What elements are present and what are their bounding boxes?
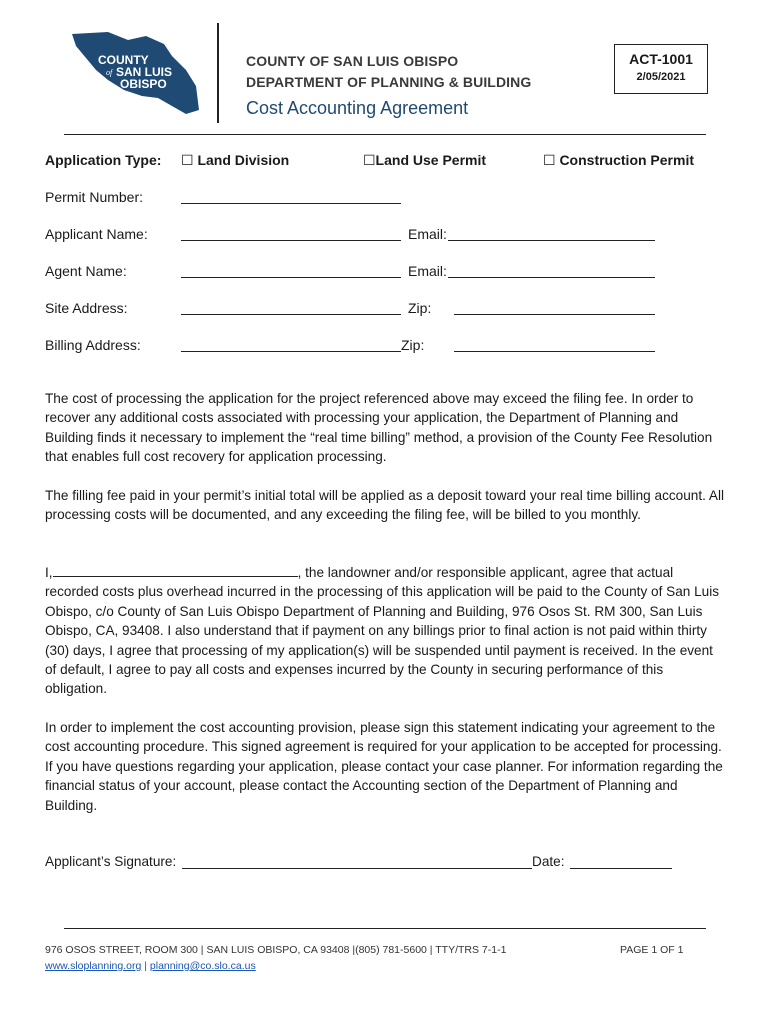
county-logo — [68, 30, 204, 116]
date-field[interactable] — [570, 868, 672, 869]
site-address-label: Site Address: — [45, 300, 128, 316]
agreement-prefix: I, — [45, 565, 53, 580]
landowner-name-field[interactable] — [53, 563, 298, 577]
agent-email-label: Email: — [408, 263, 447, 279]
paragraph-agreement — [45, 563, 725, 699]
page-title: Cost Accounting Agreement — [246, 98, 469, 118]
billing-zip-label: Zip: — [401, 337, 425, 353]
billing-address-label: Billing Address: — [45, 337, 141, 353]
department-name: DEPARTMENT OF PLANNING & BUILDING — [246, 74, 532, 90]
signature-field[interactable] — [182, 868, 532, 869]
form-number: ACT-1001 — [629, 51, 693, 67]
site-address-field[interactable] — [181, 314, 401, 315]
signature-label: Applicant’s Signature: — [45, 854, 177, 869]
agent-name-label: Agent Name: — [45, 263, 127, 279]
site-zip-label: Zip: — [408, 300, 432, 316]
applicant-name-field[interactable] — [181, 240, 401, 241]
date-label: Date: — [532, 854, 565, 869]
applicant-name-label: Applicant Name: — [45, 226, 148, 242]
land-division-checkbox[interactable]: ☐ Land Division — [181, 152, 290, 168]
application-type-label: Application Type: — [45, 152, 162, 168]
construction-permit-checkbox[interactable]: ☐ Construction Permit — [543, 152, 695, 168]
header-rule — [64, 134, 706, 135]
page-number: PAGE 1 OF 1 — [620, 944, 684, 956]
permit-number-field[interactable] — [181, 203, 401, 204]
logo-text: COUNTY — [98, 53, 149, 67]
logo-text: OBISPO — [120, 77, 167, 91]
paragraph-cost-processing: The cost of processing the application for the project referenced above may exceed the filing fee. In order to recover any additional costs associated with processing your application, the Department of Planning and Building finds it necessary to implement the “real time billing” method, a provision of the County Fee Resolution that enables full cost recovery for application processing. — [45, 391, 713, 465]
land-use-permit-checkbox[interactable]: ☐Land Use Permit — [363, 152, 487, 168]
logo-text: of — [106, 68, 113, 77]
website-link[interactable]: www.sloplanning.org — [45, 960, 142, 972]
permit-number-label: Permit Number: — [45, 189, 144, 205]
applicant-email-label: Email: — [408, 226, 447, 242]
form-id-box — [614, 44, 708, 94]
paragraph-filing-fee: The filling fee paid in your permit’s initial total will be applied as a deposit toward your real time billing account. All processing costs will be documented, and any exceeding the filing fee, will be billed to you monthly. — [45, 488, 725, 523]
agent-email-field[interactable] — [448, 277, 655, 278]
footer-address: 976 OSOS STREET, ROOM 300 | SAN LUIS OBISPO, CA 93408 |(805) 781-5600 | TTY/TRS 7-1-1 — [45, 944, 507, 956]
site-zip-field[interactable] — [454, 314, 655, 315]
footer-links — [45, 960, 256, 972]
email-link[interactable]: planning@co.slo.ca.us — [149, 960, 256, 972]
header-divider — [217, 23, 219, 123]
billing-address-field[interactable] — [181, 351, 401, 352]
agent-name-field[interactable] — [181, 277, 401, 278]
county-name: COUNTY OF SAN LUIS OBISPO — [246, 53, 459, 69]
applicant-email-field[interactable] — [448, 240, 655, 241]
footer-rule — [64, 928, 706, 929]
link-separator: | — [144, 960, 147, 972]
billing-zip-field[interactable] — [454, 351, 655, 352]
logo-text: SAN LUIS — [116, 65, 173, 79]
paragraph-implementation: In order to implement the cost accounting provision, please sign this statement indicating your agreement to the cost accounting procedure. This signed agreement is required for your application to be accepted for processing. If you have questions regarding your application, please contact your case planner. For information regarding the financial status of your account, please contact the Accounting section of the Department of Planning and Building. — [45, 720, 723, 813]
agreement-text: , the landowner and/or responsible applicant, agree that actual recorded costs plus overhead incurred in the processing of this application will be paid to the County of San Luis Obispo, c/o County of San Luis Obispo Department of Planning and Building, 976 Osos St. RM 300, San Luis Obispo, CA, 93408. I also understand that if payment on any billings prior to final action is not paid within thirty (30) days, I agree that processing of my application(s) will be suspended until payment is received. In the event of default, I agree to pay all costs and expenses incurred by the County in securing performance of this obligation. — [45, 565, 720, 697]
form-date: 2/05/2021 — [636, 71, 686, 83]
